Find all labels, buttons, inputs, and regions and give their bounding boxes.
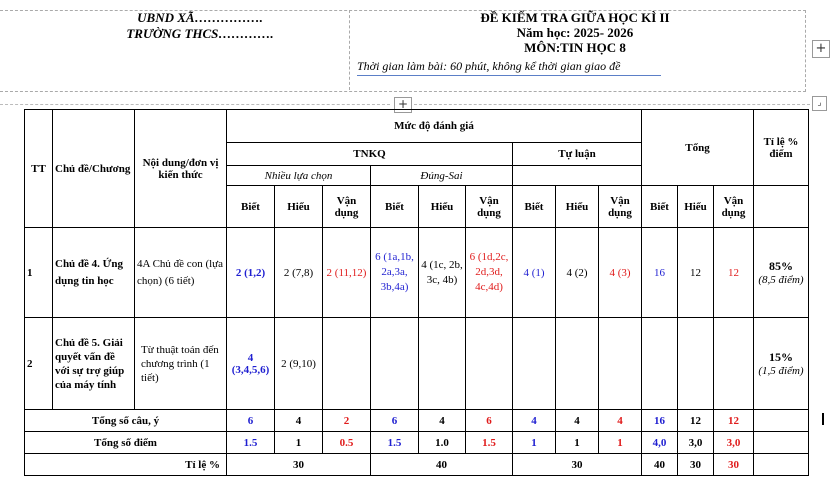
total-points-value: 1 <box>275 432 323 454</box>
text-cursor <box>822 413 824 425</box>
total-points-value: 3,0 <box>714 432 754 454</box>
row1-nlc-hieu: 2 (7,8) <box>275 228 323 318</box>
ratio-label: Tỉ lệ % <box>25 454 227 476</box>
ds-vd-header: Vận dụng <box>466 186 513 228</box>
total-questions-value: 4 <box>275 410 323 432</box>
add-column-button[interactable]: + <box>812 40 830 58</box>
ratio-true-false: 40 <box>371 454 513 476</box>
row1-total-biet: 16 <box>642 228 678 318</box>
total-questions-value: 4 <box>513 410 556 432</box>
ratio-essay: 30 <box>513 454 642 476</box>
row1-ratio <box>754 228 809 318</box>
total-questions-value: 4 <box>419 410 466 432</box>
header-tu-luan-blank <box>513 166 642 186</box>
exam-title: ĐỀ KIỂM TRA GIỮA HỌC KÌ II <box>480 10 670 25</box>
school-name: TRƯỜNG THCS…………. <box>126 26 274 41</box>
table-row <box>25 318 809 410</box>
header-score-ratio: Tỉ lệ % điểm <box>754 110 809 186</box>
row2-tt: 2 <box>25 318 53 410</box>
school-header <box>90 10 310 42</box>
total-questions-value: 2 <box>323 410 371 432</box>
total-questions-value: 4 <box>556 410 599 432</box>
total-points-label: Tổng số điểm <box>25 432 227 454</box>
row1-ds-vd: 6 (1d,2c, 2d,3d, 4c,4d) <box>466 228 513 318</box>
total-points-value: 1 <box>556 432 599 454</box>
nlc-hieu-header: Hiểu <box>275 186 323 228</box>
tl-biet-header: Biết <box>513 186 556 228</box>
row1-total-vd: 12 <box>714 228 754 318</box>
ratio-multiple-choice: 30 <box>227 454 371 476</box>
tl-vd-header: Vận dụng <box>599 186 642 228</box>
row1-tl-biet: 4 (1) <box>513 228 556 318</box>
exam-header <box>355 10 795 55</box>
row2-nlc-biet: 4 (3,4,5,6) <box>227 318 275 410</box>
total-hieu-header: Hiểu <box>678 186 714 228</box>
total-questions-value: 6 <box>227 410 275 432</box>
row1-total-hieu: 12 <box>678 228 714 318</box>
row1-ratio-points: (8,5 điểm) <box>758 274 804 286</box>
ratio-header-blank <box>754 186 809 228</box>
total-questions-blank <box>754 410 809 432</box>
row2-empty <box>556 318 599 410</box>
total-points-value: 0.5 <box>323 432 371 454</box>
table-resize-handle[interactable]: ⌟ <box>812 96 827 111</box>
row1-tt: 1 <box>25 228 53 318</box>
header-multiple-choice: Nhiều lựa chọn <box>227 166 371 186</box>
school-year: Năm học: 2025- 2026 <box>516 25 634 40</box>
table-row <box>25 228 809 318</box>
exam-matrix-table <box>24 109 809 476</box>
row2-empty <box>599 318 642 410</box>
time-note: Thời gian làm bài: 60 phút, không kể thời gian giao đề <box>357 59 661 76</box>
header-true-false: Đúng-Sai <box>371 166 513 186</box>
row2-content: Từ thuật toán đến chương trình (1 tiết) <box>135 318 227 410</box>
row2-empty <box>513 318 556 410</box>
total-vd-header: Vận dụng <box>714 186 754 228</box>
tl-hieu-header: Hiểu <box>556 186 599 228</box>
row1-ds-hieu: 4 (1c, 2b, 3c, 4b) <box>419 228 466 318</box>
total-questions-value: 12 <box>714 410 754 432</box>
district-name: UBND XÃ……………. <box>137 10 263 25</box>
total-points-value: 4,0 <box>642 432 678 454</box>
insert-row-button[interactable]: + <box>394 97 412 113</box>
total-points-value: 1.5 <box>371 432 419 454</box>
total-questions-value: 6 <box>371 410 419 432</box>
row1-ds-biet: 6 (1a,1b, 2a,3a, 3b,4a) <box>371 228 419 318</box>
total-questions-value: 4 <box>599 410 642 432</box>
total-points-value: 1.5 <box>227 432 275 454</box>
total-points-row <box>25 432 809 454</box>
nlc-biet-header: Biết <box>227 186 275 228</box>
row2-ratio-points: (1,5 điểm) <box>758 365 804 377</box>
total-questions-value: 16 <box>642 410 678 432</box>
row2-topic: Chủ đề 5. Giải quyết vấn đề với sự trợ giúp của máy tính <box>53 318 135 410</box>
row2-empty <box>714 318 754 410</box>
header-assessment-level: Mức độ đánh giá <box>227 110 642 143</box>
row2-empty <box>323 318 371 410</box>
row1-tl-hieu: 4 (2) <box>556 228 599 318</box>
section-divider-right <box>414 104 810 105</box>
section-divider <box>0 104 390 105</box>
total-biet-header: Biết <box>642 186 678 228</box>
row2-empty <box>678 318 714 410</box>
header-divider <box>349 10 350 90</box>
ratio-total-vd: 30 <box>714 454 754 476</box>
row1-content: 4A Chủ đề con (lựa chọn) (6 tiết) <box>135 228 227 318</box>
header-tu-luan: Tự luận <box>513 143 642 166</box>
total-questions-value: 6 <box>466 410 513 432</box>
total-questions-row <box>25 410 809 432</box>
row2-nlc-hieu: 2 (9,10) <box>275 318 323 410</box>
header-content: Nội dung/đơn vị kiến thức <box>135 110 227 228</box>
row1-nlc-vd: 2 (11,12) <box>323 228 371 318</box>
ratio-total-hieu: 30 <box>678 454 714 476</box>
header-tt: TT <box>25 110 53 228</box>
total-points-value: 1 <box>599 432 642 454</box>
row2-empty <box>466 318 513 410</box>
row1-topic: Chủ đề 4. Ứng dụng tin học <box>53 228 135 318</box>
row2-ratio <box>754 318 809 410</box>
header-topic: Chủ đề/Chương <box>53 110 135 228</box>
total-points-value: 1.0 <box>419 432 466 454</box>
total-questions-value: 12 <box>678 410 714 432</box>
row1-nlc-biet: 2 (1,2) <box>227 228 275 318</box>
row1-tl-vd: 4 (3) <box>599 228 642 318</box>
nlc-vd-header: Vận dụng <box>323 186 371 228</box>
ratio-row <box>25 454 809 476</box>
total-points-blank <box>754 432 809 454</box>
ratio-total-biet: 40 <box>642 454 678 476</box>
total-points-value: 1 <box>513 432 556 454</box>
header-total: Tổng <box>642 110 754 186</box>
total-questions-label: Tổng số câu, ý <box>25 410 227 432</box>
row2-empty <box>642 318 678 410</box>
row2-empty <box>371 318 419 410</box>
subject-name: MÔN:TIN HỌC 8 <box>524 40 626 55</box>
ds-biet-header: Biết <box>371 186 419 228</box>
row2-ratio-percent: 15% <box>769 350 793 364</box>
header-tnkq: TNKQ <box>227 143 513 166</box>
row1-ratio-percent: 85% <box>769 259 793 273</box>
row2-empty <box>419 318 466 410</box>
total-points-value: 1.5 <box>466 432 513 454</box>
ds-hieu-header: Hiểu <box>419 186 466 228</box>
total-points-value: 3,0 <box>678 432 714 454</box>
ratio-blank <box>754 454 809 476</box>
